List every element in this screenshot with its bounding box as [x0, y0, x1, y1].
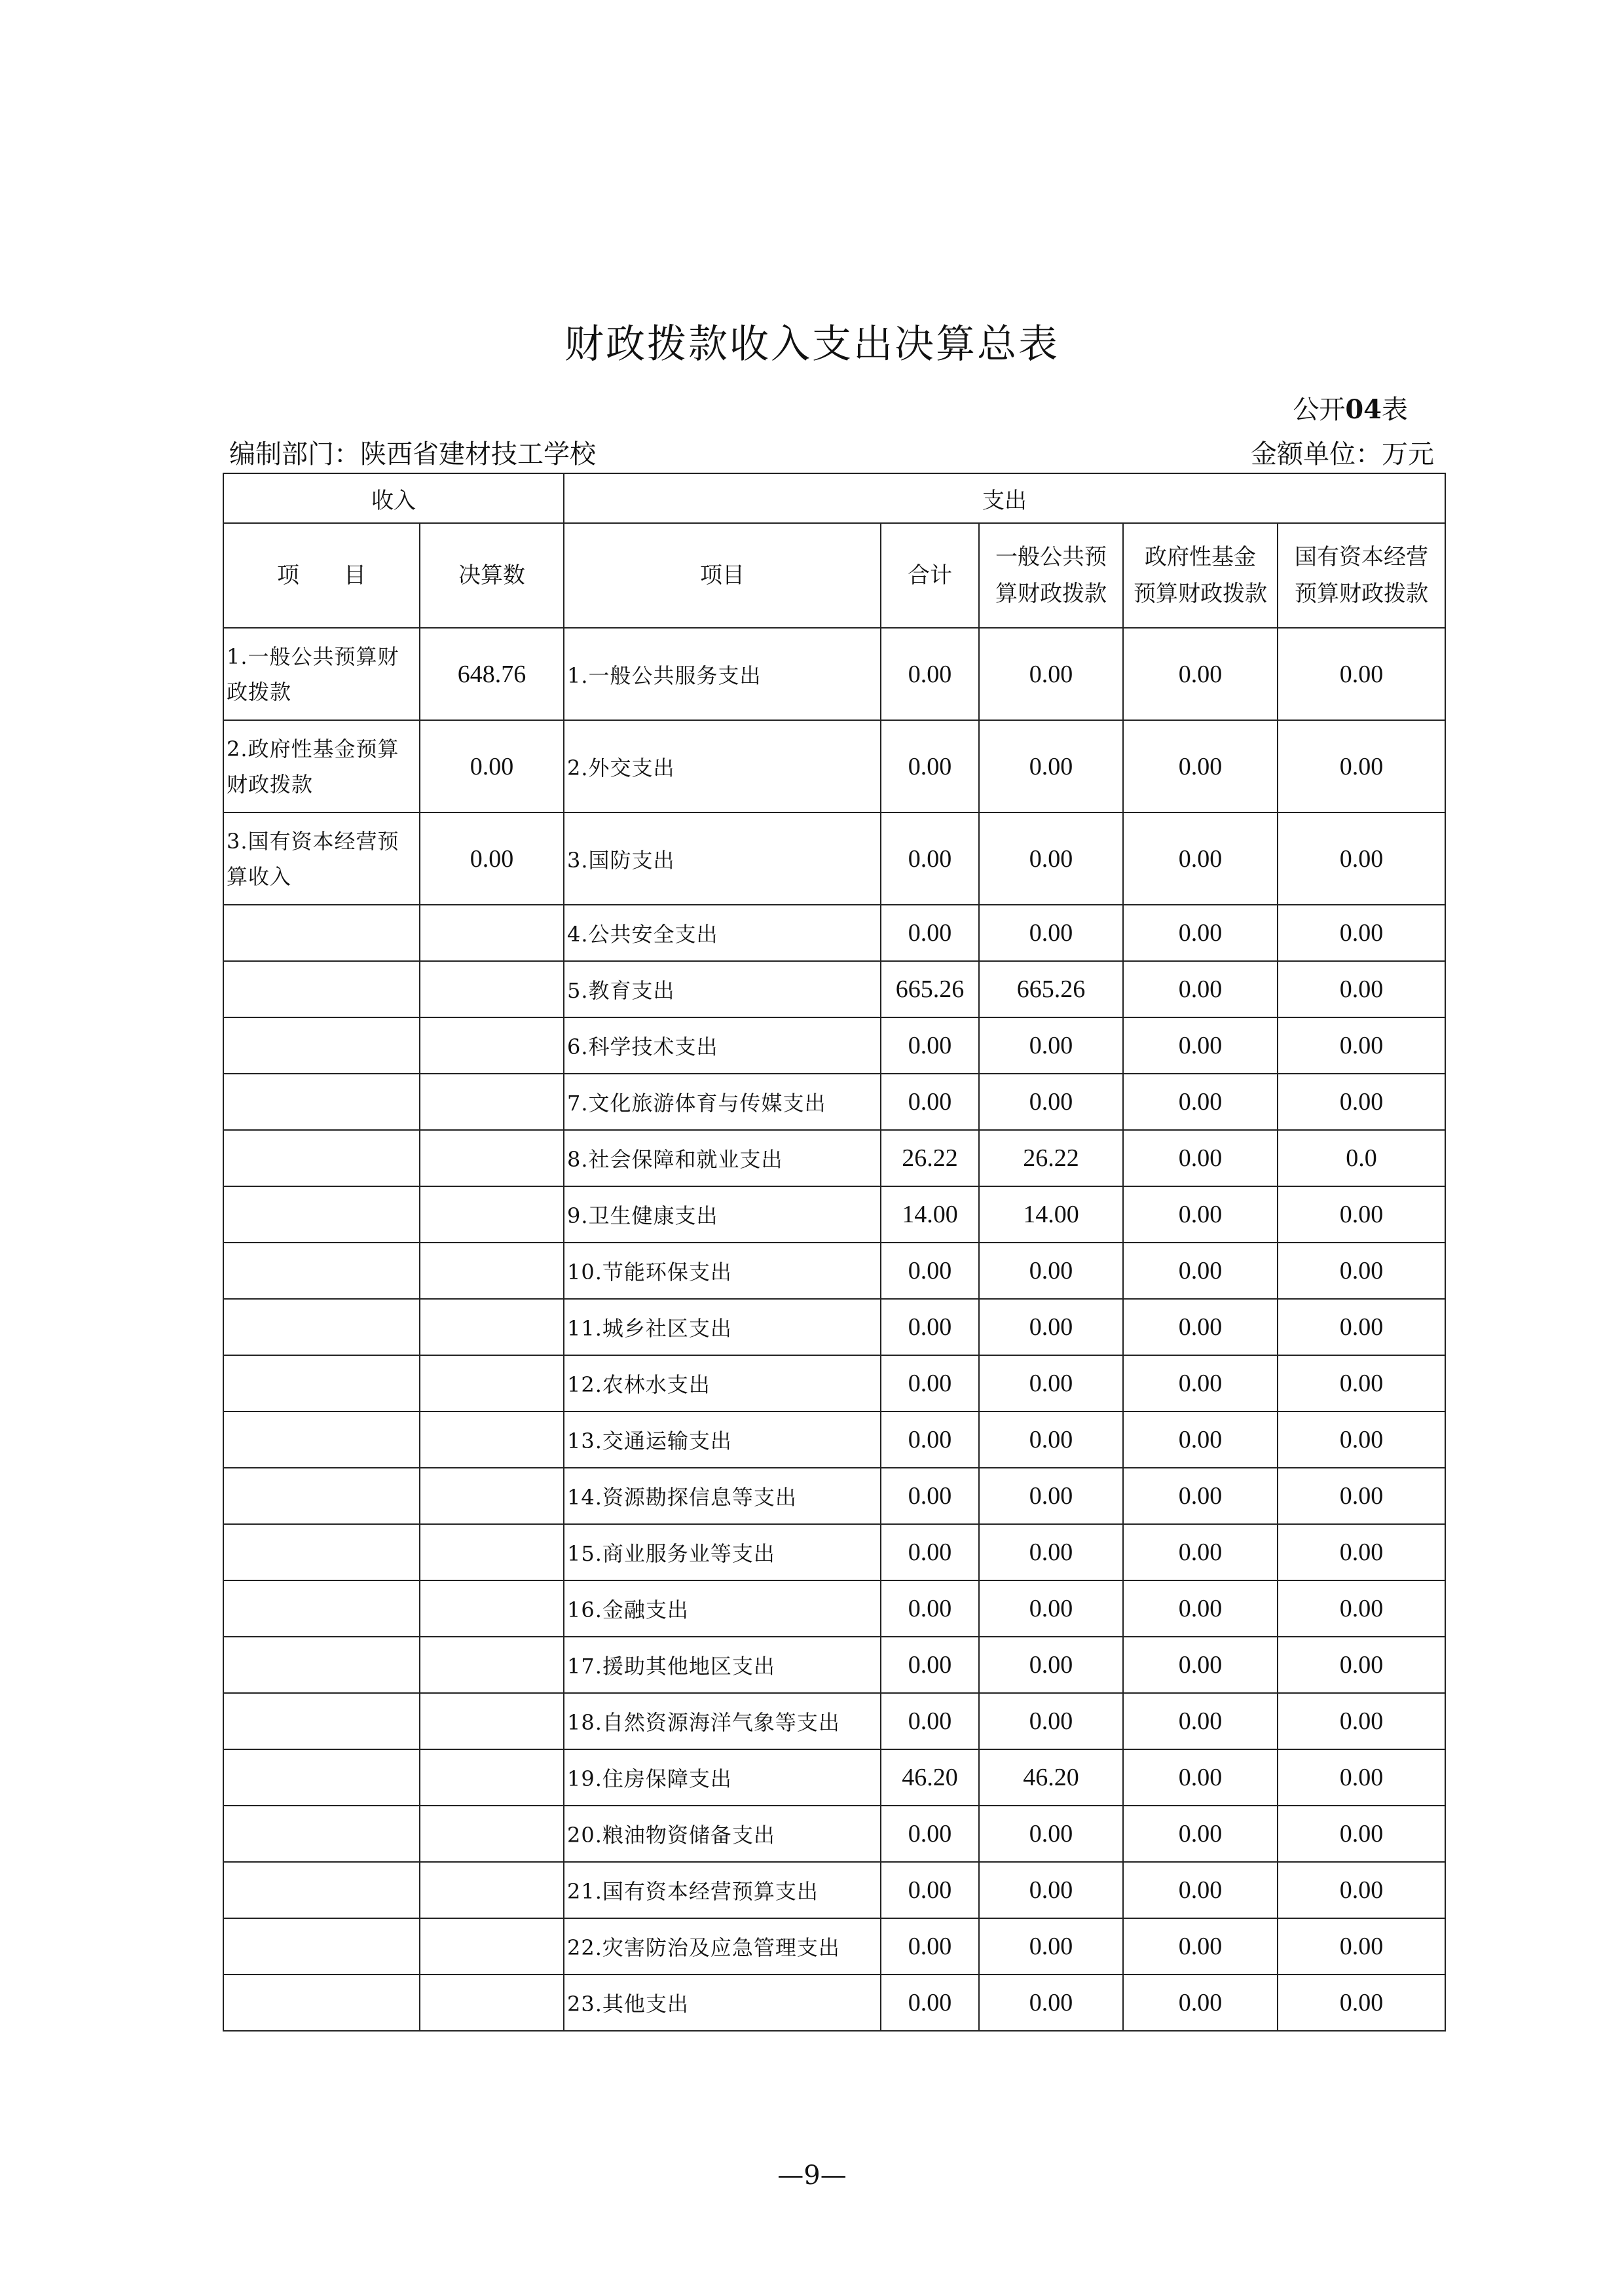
state-capital-cell: 0.00 [1278, 812, 1445, 905]
income-item-cell [223, 1186, 420, 1243]
expense-item-cell: 20.粮油物资储备支出 [564, 1806, 881, 1862]
income-amount-cell [420, 961, 564, 1017]
state-capital-cell: 0.00 [1278, 1243, 1445, 1299]
general-budget-cell: 0.00 [979, 1074, 1123, 1130]
total-cell: 0.00 [881, 1862, 979, 1918]
income-amount-cell [420, 905, 564, 961]
total-cell: 0.00 [881, 812, 979, 905]
income-item-cell [223, 1130, 420, 1186]
table-row [223, 1468, 1445, 1524]
income-item-header: 项 目 [223, 523, 420, 628]
income-amount-cell: 648.76 [420, 628, 564, 720]
income-item-cell [223, 1806, 420, 1862]
fund-budget-cell: 0.00 [1123, 1130, 1278, 1186]
fund-budget-cell: 0.00 [1123, 1186, 1278, 1243]
expense-item-cell: 6.科学技术支出 [564, 1017, 881, 1074]
expense-item-cell: 19.住房保障支出 [564, 1749, 881, 1806]
income-amount-cell: 0.00 [420, 720, 564, 812]
expense-item-cell: 18.自然资源海洋气象等支出 [564, 1693, 881, 1749]
state-capital-cell: 0.00 [1278, 961, 1445, 1017]
income-item-line: 财政拨款 [227, 771, 314, 797]
table-row [223, 1580, 1445, 1637]
fund-budget-cell: 0.00 [1123, 1637, 1278, 1693]
fund-budget-cell: 0.00 [1123, 1468, 1278, 1524]
state-capital-cell: 0.00 [1278, 1918, 1445, 1975]
fund-budget-cell: 0.00 [1123, 1806, 1278, 1862]
table-row [223, 905, 1445, 961]
general-budget-cell: 0.00 [979, 905, 1123, 961]
total-cell: 0.00 [881, 1355, 979, 1412]
fund-budget-cell: 0.00 [1123, 905, 1278, 961]
income-item-line: 政拨款 [227, 679, 292, 704]
general-budget-cell: 0.00 [979, 1806, 1123, 1862]
total-cell: 14.00 [881, 1186, 979, 1243]
total-cell: 0.00 [881, 1806, 979, 1862]
form-number [1293, 389, 1408, 426]
fund-budget-cell: 0.00 [1123, 1918, 1278, 1975]
table-row [223, 812, 1445, 905]
state-capital-cell: 0.00 [1278, 1693, 1445, 1749]
table-row [223, 1862, 1445, 1918]
state-capital-cell: 0.00 [1278, 1524, 1445, 1580]
income-item-cell [223, 1355, 420, 1412]
budget-table [223, 473, 1446, 2032]
fund-budget-cell: 0.00 [1123, 1580, 1278, 1637]
fund-budget-cell: 0.00 [1123, 1355, 1278, 1412]
form-number-value: 04 [1345, 394, 1382, 425]
fund-budget-cell: 0.00 [1123, 1749, 1278, 1806]
income-amount-cell [420, 1243, 564, 1299]
total-cell: 46.20 [881, 1749, 979, 1806]
form-number-suffix: 表 [1382, 395, 1408, 425]
total-header: 合计 [881, 523, 979, 628]
total-cell: 0.00 [881, 1975, 979, 2031]
total-cell: 0.00 [881, 1580, 979, 1637]
income-item-cell [223, 905, 420, 961]
expense-item-cell: 7.文化旅游体育与传媒支出 [564, 1074, 881, 1130]
state-capital-cell: 0.00 [1278, 1074, 1445, 1130]
general-budget-cell: 0.00 [979, 1862, 1123, 1918]
income-item-cell [223, 1693, 420, 1749]
income-item-cell [223, 1975, 420, 2031]
total-cell: 0.00 [881, 1693, 979, 1749]
income-amount-cell [420, 1749, 564, 1806]
income-item-cell [223, 812, 420, 905]
income-amount-cell [420, 1806, 564, 1862]
general-budget-cell: 0.00 [979, 1355, 1123, 1412]
income-item-cell [223, 1749, 420, 1806]
table-row [223, 1693, 1445, 1749]
fund-budget-header: 政府性基金 预算财政拨款 [1123, 523, 1278, 628]
income-item-line: 1.一般公共预算财 [227, 644, 399, 669]
general-budget-cell: 0.00 [979, 1524, 1123, 1580]
income-item-cell [223, 1412, 420, 1468]
income-amount-cell [420, 1017, 564, 1074]
form-number-prefix: 公开 [1293, 395, 1346, 425]
table-row [223, 1806, 1445, 1862]
income-item-cell [223, 1862, 420, 1918]
table-row [223, 1637, 1445, 1693]
expense-item-cell: 9.卫生健康支出 [564, 1186, 881, 1243]
state-capital-cell: 0.00 [1278, 628, 1445, 720]
table-row [223, 1186, 1445, 1243]
expense-item-cell: 21.国有资本经营预算支出 [564, 1862, 881, 1918]
state-capital-cell: 0.00 [1278, 1412, 1445, 1468]
expense-item-cell: 15.商业服务业等支出 [564, 1524, 881, 1580]
table-row [223, 1749, 1445, 1806]
fund-budget-cell: 0.00 [1123, 812, 1278, 905]
income-amount-cell [420, 1580, 564, 1637]
fund-budget-cell: 0.00 [1123, 1693, 1278, 1749]
expense-item-cell: 5.教育支出 [564, 961, 881, 1017]
state-capital-cell: 0.00 [1278, 1355, 1445, 1412]
state-capital-cell: 0.00 [1278, 1637, 1445, 1693]
total-cell: 0.00 [881, 1243, 979, 1299]
page-title: 财政拨款收入支出决算总表 [564, 321, 1060, 367]
general-budget-cell: 0.00 [979, 1299, 1123, 1355]
income-item-cell [223, 1074, 420, 1130]
income-amount-cell [420, 1468, 564, 1524]
income-amount-cell [420, 1412, 564, 1468]
general-budget-cell: 0.00 [979, 1017, 1123, 1074]
expense-item-cell: 13.交通运输支出 [564, 1412, 881, 1468]
fund-budget-cell: 0.00 [1123, 1074, 1278, 1130]
state-capital-cell: 0.00 [1278, 1186, 1445, 1243]
total-cell: 0.00 [881, 1524, 979, 1580]
amount-unit-label: 金额单位：万元 [1251, 439, 1434, 469]
fund-budget-cell: 0.00 [1123, 1524, 1278, 1580]
fund-budget-cell: 0.00 [1123, 1243, 1278, 1299]
state-capital-cell: 0.00 [1278, 1299, 1445, 1355]
general-budget-header: 一般公共预 算财政拨款 [979, 523, 1123, 628]
income-amount-cell [420, 1186, 564, 1243]
table-row [223, 1017, 1445, 1074]
fund-budget-cell: 0.00 [1123, 1412, 1278, 1468]
state-capital-cell: 0.00 [1278, 905, 1445, 961]
table-row [223, 720, 1445, 812]
income-amount-cell [420, 1693, 564, 1749]
income-item-cell [223, 1299, 420, 1355]
income-item-line: 算收入 [227, 864, 292, 889]
total-cell: 0.00 [881, 1637, 979, 1693]
general-budget-cell: 0.00 [979, 1693, 1123, 1749]
total-cell: 0.00 [881, 1074, 979, 1130]
fund-budget-cell: 0.00 [1123, 628, 1278, 720]
expense-item-cell: 16.金融支出 [564, 1580, 881, 1637]
header-band-row [223, 473, 1445, 523]
state-capital-cell: 0.00 [1278, 1975, 1445, 2031]
total-cell: 0.00 [881, 1918, 979, 1975]
income-item-cell [223, 1524, 420, 1580]
expense-item-cell: 17.援助其他地区支出 [564, 1637, 881, 1693]
state-capital-header: 国有资本经营 预算财政拨款 [1278, 523, 1445, 628]
expense-item-cell: 2.外交支出 [564, 720, 881, 812]
table-row [223, 961, 1445, 1017]
total-cell: 0.00 [881, 628, 979, 720]
expense-item-cell: 22.灾害防治及应急管理支出 [564, 1918, 881, 1975]
table-row [223, 1299, 1445, 1355]
expense-item-cell: 14.资源勘探信息等支出 [564, 1468, 881, 1524]
expense-item-cell: 12.农林水支出 [564, 1355, 881, 1412]
income-item-cell [223, 720, 420, 812]
expense-item-cell: 3.国防支出 [564, 812, 881, 905]
general-budget-cell: 665.26 [979, 961, 1123, 1017]
income-item-cell [223, 628, 420, 720]
income-amount-cell [420, 1918, 564, 1975]
total-cell: 665.26 [881, 961, 979, 1017]
total-cell: 0.00 [881, 720, 979, 812]
general-budget-cell: 0.00 [979, 1918, 1123, 1975]
fund-budget-cell: 0.00 [1123, 1975, 1278, 2031]
expense-item-cell: 1.一般公共服务支出 [564, 628, 881, 720]
fund-budget-cell: 0.00 [1123, 1017, 1278, 1074]
income-amount-cell [420, 1299, 564, 1355]
table-row [223, 628, 1445, 720]
fund-budget-cell: 0.00 [1123, 720, 1278, 812]
general-budget-cell: 0.00 [979, 1975, 1123, 2031]
table-row [223, 1524, 1445, 1580]
fund-budget-cell: 0.00 [1123, 961, 1278, 1017]
table-row [223, 1918, 1445, 1975]
state-capital-cell: 0.00 [1278, 1806, 1445, 1862]
total-cell: 0.00 [881, 1017, 979, 1074]
state-capital-cell: 0.00 [1278, 1580, 1445, 1637]
income-amount-cell [420, 1524, 564, 1580]
expense-header: 支出 [564, 473, 1445, 523]
general-budget-cell: 0.00 [979, 1580, 1123, 1637]
state-capital-cell: 0.00 [1278, 1749, 1445, 1806]
income-item-cell [223, 1468, 420, 1524]
expense-item-header: 项目 [564, 523, 881, 628]
income-header: 收入 [223, 473, 564, 523]
total-cell: 0.00 [881, 1412, 979, 1468]
income-item-cell [223, 1017, 420, 1074]
income-amount-cell [420, 1975, 564, 2031]
income-item-line: 3.国有资本经营预 [227, 828, 399, 854]
general-budget-cell: 0.00 [979, 1412, 1123, 1468]
table-row [223, 1074, 1445, 1130]
total-cell: 0.00 [881, 905, 979, 961]
table-row [223, 1412, 1445, 1468]
state-capital-cell: 0.00 [1278, 1017, 1445, 1074]
income-amount-cell [420, 1130, 564, 1186]
income-item-line: 2.政府性基金预算 [227, 736, 399, 761]
expense-item-cell: 4.公共安全支出 [564, 905, 881, 961]
general-budget-cell: 0.00 [979, 1243, 1123, 1299]
income-item-cell [223, 961, 420, 1017]
total-cell: 0.00 [881, 1468, 979, 1524]
general-budget-cell: 14.00 [979, 1186, 1123, 1243]
general-budget-cell: 0.00 [979, 812, 1123, 905]
income-amount-cell [420, 1355, 564, 1412]
income-amount-cell: 0.00 [420, 812, 564, 905]
fund-budget-cell: 0.00 [1123, 1299, 1278, 1355]
table-row [223, 1975, 1445, 2031]
general-budget-cell: 0.00 [979, 1637, 1123, 1693]
state-capital-cell: 0.00 [1278, 720, 1445, 812]
income-amount-header: 决算数 [420, 523, 564, 628]
income-item-cell [223, 1637, 420, 1693]
general-budget-cell: 0.00 [979, 1468, 1123, 1524]
general-budget-cell: 0.00 [979, 628, 1123, 720]
table-row [223, 1130, 1445, 1186]
state-capital-cell: 0.00 [1278, 1862, 1445, 1918]
expense-item-cell: 23.其他支出 [564, 1975, 881, 2031]
total-cell: 0.00 [881, 1299, 979, 1355]
general-budget-cell: 26.22 [979, 1130, 1123, 1186]
general-budget-cell: 46.20 [979, 1749, 1123, 1806]
state-capital-cell: 0.0 [1278, 1130, 1445, 1186]
expense-item-cell: 11.城乡社区支出 [564, 1299, 881, 1355]
table-row [223, 1355, 1445, 1412]
income-item-cell [223, 1243, 420, 1299]
income-item-cell [223, 1580, 420, 1637]
expense-item-cell: 8.社会保障和就业支出 [564, 1130, 881, 1186]
department-label: 编制部门：陕西省建材技工学校 [229, 439, 596, 469]
page-number: —9— [777, 2160, 847, 2191]
fund-budget-cell: 0.00 [1123, 1862, 1278, 1918]
state-capital-cell: 0.00 [1278, 1468, 1445, 1524]
income-item-cell [223, 1918, 420, 1975]
column-header-row [223, 523, 1445, 628]
income-amount-cell [420, 1074, 564, 1130]
income-amount-cell [420, 1862, 564, 1918]
general-budget-cell: 0.00 [979, 720, 1123, 812]
income-amount-cell [420, 1637, 564, 1693]
total-cell: 26.22 [881, 1130, 979, 1186]
table-row [223, 1243, 1445, 1299]
expense-item-cell: 10.节能环保支出 [564, 1243, 881, 1299]
